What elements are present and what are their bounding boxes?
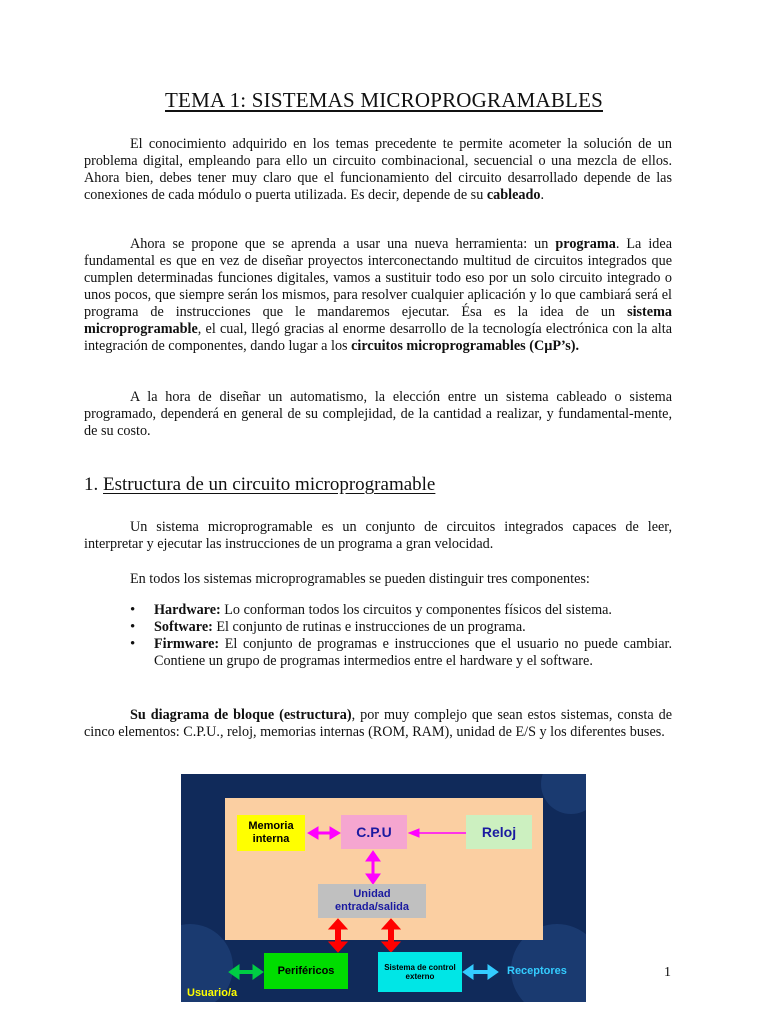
bullet-text: El conjunto de rutinas e instrucciones de un programa.	[212, 619, 526, 635]
perifericos-box: Periféricos	[264, 953, 348, 989]
section-paragraph-2: En todos los sistemas microprogramables se pueden distinguir tres componentes:	[130, 571, 590, 587]
bullet-text: El conjunto de programas e instrucciones que el usuario no puede cambiar. Contiene un grupo de programas intermedios entre el hardware y el software.	[154, 636, 672, 669]
list-item-firmware	[84, 636, 672, 670]
bullet-term: Hardware:	[154, 602, 221, 618]
intro-p2-bold-programa: programa	[555, 236, 616, 252]
arrow-memoria-cpu	[308, 827, 340, 839]
section-paragraph-3	[84, 707, 672, 741]
intro-p2-a: Ahora se propone que se aprenda a usar una nueva herramienta: un	[130, 236, 556, 252]
list-item-software	[84, 619, 672, 636]
intro-p1-end: .	[540, 187, 544, 203]
list-item-hardware	[84, 602, 672, 619]
intro-p2-bold-sistema: sistema microprogramable	[84, 304, 672, 337]
arrow-unidad-perifericos	[329, 919, 347, 952]
intro-p1-text: El conocimiento adquirido en los temas precedente te permite acometer la solución de un problema digital, empleando para ello un circuito combinacional, secuencial o una mezcla de ellos. Ahora bien, debes tener muy claro que el funcionamiento del circuito desarrollado depende de las conexiones de cada módulo o puerta utilizada. Es decir, depende de su	[84, 136, 672, 203]
components-list	[84, 602, 672, 670]
page-number: 1	[664, 965, 671, 980]
intro-p2-bold-circuitos: circuitos microprogramables (CµP’s).	[351, 338, 580, 354]
bullet-term: Software:	[154, 619, 213, 635]
intro-paragraph-1	[84, 136, 672, 204]
unidad-es-box: Unidad entrada/salida	[318, 884, 426, 918]
document-title: TEMA 1: SISTEMAS MICROPROGRAMABLES	[165, 88, 603, 112]
section-heading	[84, 474, 435, 496]
memoria-interna-box: Memoria interna	[237, 815, 305, 851]
reloj-box: Reloj	[466, 815, 532, 849]
section-title: Estructura de un circuito microprogramable	[103, 474, 436, 495]
arrow-cpu-unidad	[366, 851, 380, 884]
receptores-label: Receptores	[507, 965, 567, 977]
intro-paragraph-2	[84, 236, 672, 355]
intro-p2-c: , el cual, llegó gracias al enorme desarrollo de la tecnología electrónica con la alta integración de componentes, dando lugar a los	[84, 321, 672, 354]
arrow-usuario-perifericos	[229, 965, 263, 979]
cpu-box: C.P.U	[341, 815, 407, 849]
arrow-unidad-sistema	[382, 919, 400, 952]
bullet-text: Lo conforman todos los circuitos y componentes físicos del sistema.	[220, 602, 612, 618]
section-p3-text: , por muy complejo que sean estos sistemas, consta de cinco elementos: C.P.U., reloj, memorias internas (ROM, RAM), unidad de E/S y los diferentes buses.	[84, 707, 673, 740]
section-paragraph-1: Un sistema microprogramable es un conjunto de circuitos integrados capaces de leer, interpretar y ejecutar las instrucciones de un programa a gran velocidad.	[84, 519, 672, 552]
intro-p1-bold: cableado	[486, 187, 541, 203]
intro-paragraph-3: A la hora de diseñar un automatismo, la elección entre un sistema cableado o sistema programado, dependerá en general de su complejidad, de la cantidad a realizar, y fundamental-mente, de su costo.	[84, 389, 672, 439]
section-number: 1.	[84, 474, 99, 495]
arrow-sistema-receptores	[463, 965, 498, 979]
bullet-term: Firmware:	[154, 636, 220, 652]
section-p3-bold: Su diagrama de bloque (estructura)	[130, 707, 352, 723]
intro-p2-b: . La idea fundamental es que en vez de diseñar proyectos interconectando multitud de circuitos integrados que cumplen determinadas funciones digitales, vamos a sustituir todo eso por un solo circuito integrado o unos pocos, que siempre serán los mismos, para resolver cualquier aplicación y lo que cambiará será el programa de instrucciones que le mandaremos ejecutar. Ésa es la idea de un	[84, 236, 672, 320]
arrow-reloj-cpu	[409, 829, 466, 837]
block-diagram	[181, 774, 586, 1002]
sistema-control-externo-box: Sistema de control externo	[378, 952, 462, 992]
usuario-label: Usuario/a	[187, 987, 238, 999]
